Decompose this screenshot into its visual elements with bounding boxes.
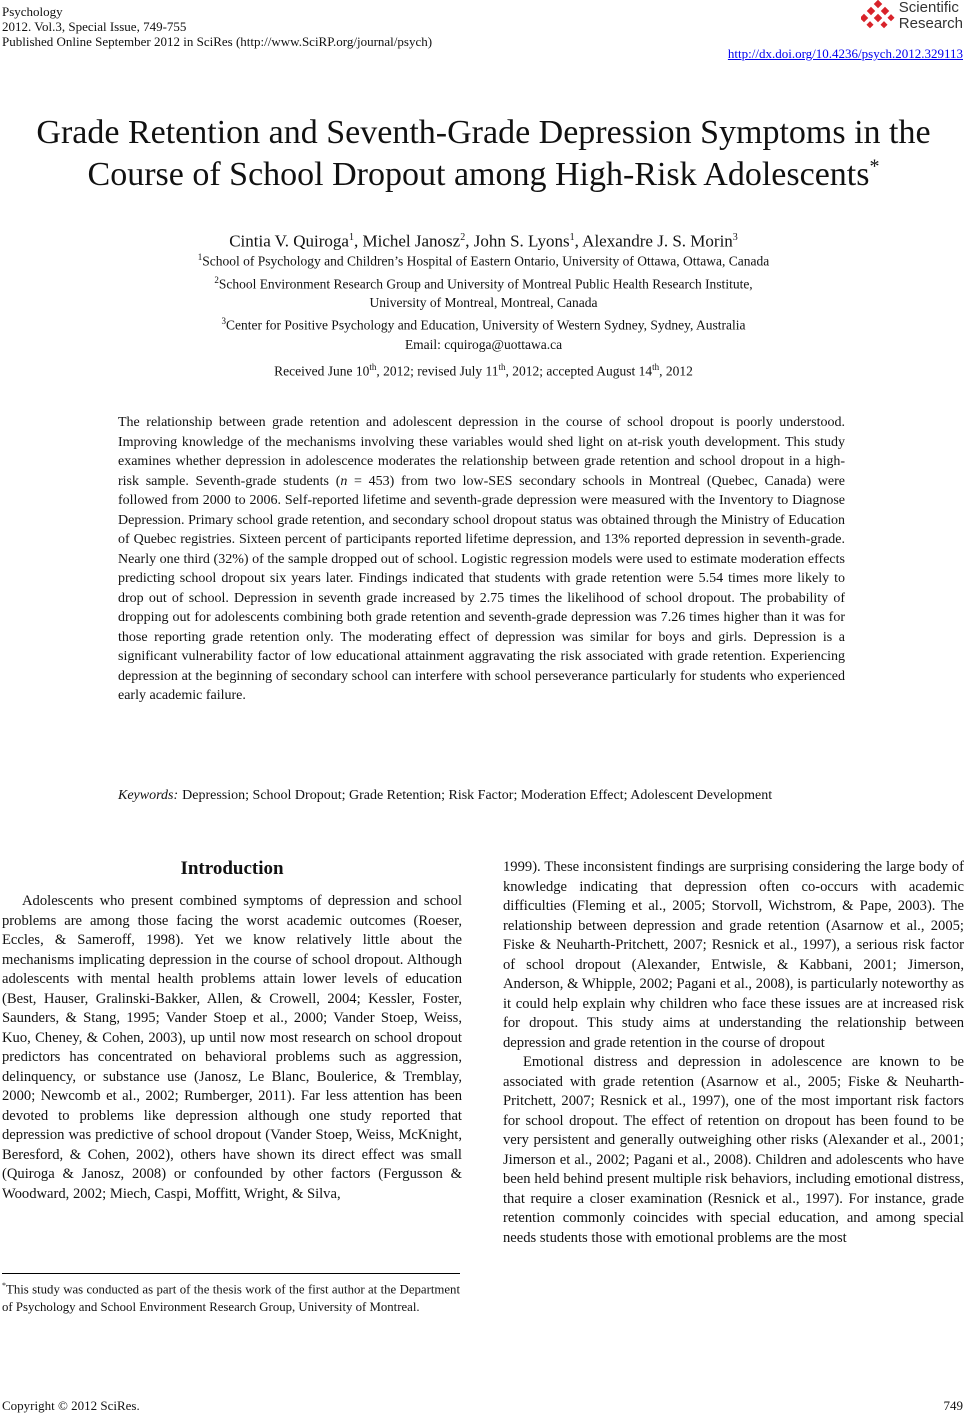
journal-header (2, 4, 432, 49)
title-line-2: Course of School Dropout among High-Risk Adolescents (87, 156, 870, 193)
author-affiliation-marker: 1 (348, 232, 354, 243)
footnote (2, 1277, 460, 1316)
paper-title (0, 112, 967, 196)
footnote-text: This study was conducted as part of the thesis work of the first author at the Department of Psychology and School Environment Research Group, University of Montreal. (2, 1282, 460, 1315)
affiliation-list (0, 248, 967, 354)
publisher-logo (728, 0, 963, 32)
abstract: The relationship between grade retention and adolescent depression in the course of school dropout is poorly understood. Improving knowledge of the mechanisms involving these variables would shed light on at-risk youth development. This study examines whether depression in adolescence moderates the relationship between grade retention and school dropout in a high-risk sample. Seventh-grade students (n = 453) from two low-SES secondary schools in Montreal (Quebec, Canada) were followed from 2000 to 2006. Self-reported lifetime and seventh-grade depression were measured with the Inventory to Diagnose Depression. Primary school grade retention, and secondary school dropout status was obtained through the Ministry of Education of Quebec registries. Sixteen percent of participants reported lifetime depression, and 13% reported depression in seventh-grade. Nearly one third (32%) of the sample dropped out of school. Logistic regression models were used to estimate moderation effects predicting school dropout six years later. Findings indicated that students with grade retention were 5.54 times more likely to drop out of school. Depression in seventh grade increased by 2.75 times the likelihood of school dropout. The probability of dropping out for adolescents combining both grade retention and seventh-grade depression was 7.26 times higher than it was for those reporting grade retention only. The moderating effect of depression was similar for boys and girls. Depression is a significant vulnerability factor of low educational attainment aggravating the risk associated with grade retention. Experiencing depression at the beginning of secondary school can interfere with school perseverance particularly for students who experienced early academic failure. (118, 415, 845, 703)
footnote-marker: * (2, 1281, 6, 1290)
copyright-notice: Copyright © 2012 SciRes. (2, 1398, 140, 1413)
received-dates: Received June 10th, 2012; revised July 11th, 2012; accepted August 14th, 2012 (274, 362, 693, 379)
affiliation-2-cont: University of Montreal, Montreal, Canada (369, 295, 598, 310)
publisher-logo-icon (861, 0, 895, 30)
author-affiliation-marker: 2 (460, 232, 466, 243)
page-number: 749 (943, 1398, 963, 1413)
logo-word-1: Scientific (898, 0, 959, 16)
affiliation-2: $^2$School Environment Research Group and University of Montreal Public Health Research Institute, (214, 274, 753, 291)
section-heading-introduction: Introduction (180, 858, 284, 879)
affiliation-1: $^1$School of Psychology and Children’s Hospital of Eastern Ontario, University of Ottawa, Ottawa, Canada (197, 252, 770, 269)
author-affiliation-marker: 1 (569, 232, 575, 243)
keywords: Keywords: Depression; School Dropout; Grade Retention; Risk Factor; Moderation Effect; Adolescent Development (118, 786, 845, 806)
keywords-text: Depression; School Dropout; Grade Retention; Risk Factor; Moderation Effect; Adolescent Development (182, 788, 773, 803)
doi-link[interactable]: http://dx.doi.org/10.4236/psych.2012.329113 (727, 46, 963, 61)
volume-line: 2012. Vol.3, Special Issue, 749-755 (2, 19, 187, 34)
intro-paragraph-1-continued: 1999). These inconsistent findings are surprising considering the large body of knowledge indicating that depression often co-occurs with academic difficulties (Fleming et al., 2005; Storvoll, Wichstrom, & Pape, 2003). The relationship between depression and grade retention (Asarnow et al., 2005; Fiske & Neuharth-Pritchett, 2007; Resnick et al., 1997), a serious risk factor of school dropout (Alexander, Entwisle, & Kabbani, 2001; Jimerson, Anderson, & Whipple, 2002; Pagani et al., 2008), is particularly noteworthy as it could help explain why children who face these issues are at increased risk for dropout. This study aims at understanding the relationship between depression and grade retention in the course of dropout (503, 859, 964, 1051)
affiliation-3: $^3$Center for Positive Psychology and Education, University of Western Sydney, Sydney, Australia (221, 316, 746, 333)
author-name: Michel Janosz (362, 231, 461, 251)
title-line-1: Grade Retention and Seventh-Grade Depression Symptoms in the (36, 114, 931, 151)
author-affiliation-marker: 3 (732, 232, 738, 243)
body-column-left (2, 892, 462, 1204)
journal-name: Psychology (2, 4, 63, 19)
intro-paragraph-1: Adolescents who present combined symptoms of depression and school problems are among those facing the worst academic outcomes (Roeser, Eccles, & Sameroff, 1998). Yet we know relatively little about the mechanisms implicating depression in the course of school dropout. Although adolescents with mental health problems attain lower levels of education (Best, Hauser, Gralinski-Bakker, Allen, & Crowell, 2004; Kessler, Foster, Saunders, & Stang, 1995; Vander Stoep et al., 2000; Vander Stoep, Weiss, Kuo, Cheney, & Cohen, 2003), up until now most research on school dropout predictors has concentrated on behavioral problems such as aggression, delinquency, or substance use (Janosz, Le Blanc, Boulerice, & Tremblay, 2000; Newcomb et al., 2002; Rumberger, 2011). Far less attention has been devoted to problems like depression although one study reported that depression was predictive of school dropout (Vander Stoep, Weiss, McKnight, Beresford, & Cohen, 2002), others have shown its direct effect was small (Quiroga & Janosz, 2008) or confounded by other factors (Fergusson & Woodward, 2002; Miech, Caspi, Moffitt, Wright, & Silva, (2, 893, 462, 1202)
body-column-right (503, 858, 964, 1248)
footnote-divider (2, 1273, 460, 1274)
title-footnote-marker[interactable]: * (869, 155, 880, 178)
published-line: Published Online September 2012 in SciRes (http://www.SciRP.org/journal/psych) (2, 34, 433, 49)
author-name: John S. Lyons (473, 231, 570, 251)
author-list: Cintia V. Quiroga$^1$, Michel Janosz$^2$, John S. Lyons$^1$, Alexandre J. S. Morin$^3$ (229, 231, 738, 251)
author-name: Cintia V. Quiroga (229, 231, 349, 251)
author-name: Alexandre J. S. Morin (582, 231, 733, 251)
keywords-label: Keywords (118, 788, 174, 803)
publisher-header (728, 0, 963, 61)
logo-word-2: Research (898, 15, 963, 32)
contact-email: Email: cquiroga@uottawa.ca (404, 336, 563, 352)
intro-paragraph-2: Emotional distress and depression in adolescence are known to be associated with grade retention (Asarnow et al., 2005; Fiske & Neuharth-Pritchett, 2007; Resnick et al., 1997), one of the most important risk factors for school dropout. The effect of retention on dropout has been found to be very persistent and generally outweighing other risks (Alexander et al., 2001; Jimerson et al., 2002; Pagani et al., 2008). Children and adolescents who have been held behind present multiple risk behaviors, including emotional distress, that require a closer examination (Resnick et al., 1997). For instance, grade retention commonly coincides with special education, and among special needs students those with emotional problems are the most (503, 1054, 964, 1246)
